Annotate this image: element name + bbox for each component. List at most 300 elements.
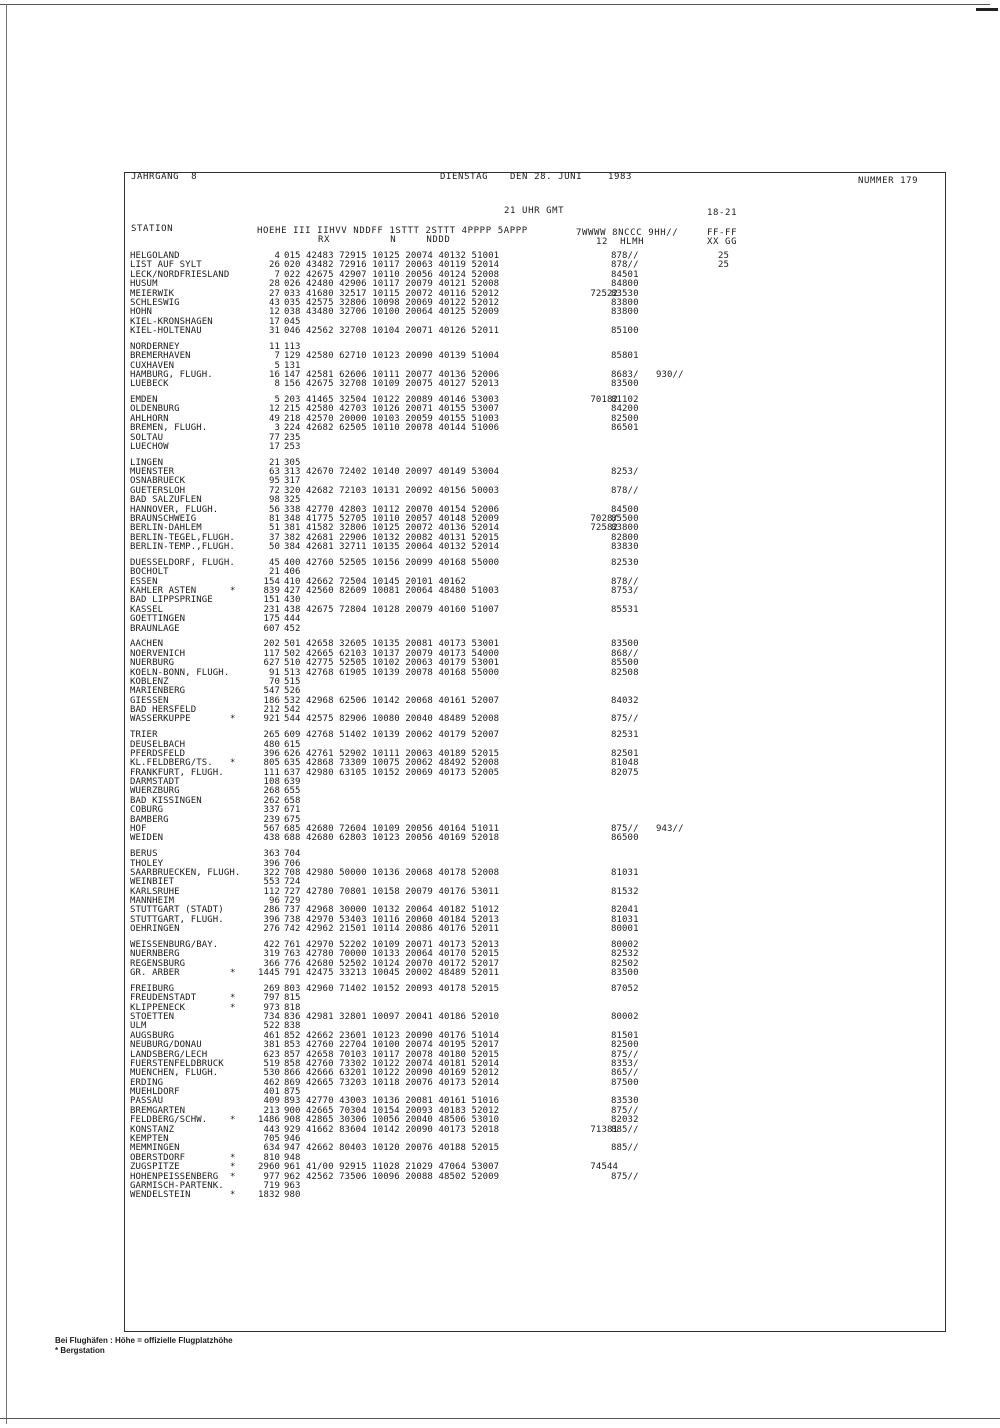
synop-groups: 42675 32708 10109 20075 40127 52013 bbox=[306, 379, 500, 390]
cloud-group: 85500 bbox=[611, 658, 639, 669]
station-name: REGENSBURG bbox=[130, 958, 186, 969]
mountain-station-mark: * bbox=[230, 993, 236, 1004]
station-id: 406 bbox=[284, 567, 301, 578]
cloud-group: 85500 bbox=[611, 514, 639, 525]
station-id: 803 bbox=[284, 983, 301, 994]
station-height: 112 bbox=[263, 886, 280, 897]
station-name: BOCHOLT bbox=[130, 567, 169, 578]
station-id: 045 bbox=[284, 316, 301, 327]
station-id: 452 bbox=[284, 623, 301, 634]
station-name: STUTTGART, FLUGH. bbox=[130, 914, 224, 925]
weather-group: 72582 bbox=[590, 523, 618, 534]
mountain-station-mark: * bbox=[230, 1002, 236, 1013]
station-height: 381 bbox=[263, 1040, 280, 1051]
station-height: 805 bbox=[263, 758, 280, 769]
station-name: BERUS bbox=[130, 849, 158, 860]
station-height: 719 bbox=[263, 1181, 280, 1191]
station-name: BAMBERG bbox=[130, 814, 169, 825]
weather-group: 74544 bbox=[590, 1162, 618, 1173]
station-id: 742 bbox=[284, 924, 301, 935]
cloud-group: 81501 bbox=[611, 1030, 639, 1041]
synop-groups: 42968 30000 10132 20064 40182 51012 bbox=[306, 905, 500, 916]
station-name: AUGSBURG bbox=[130, 1030, 175, 1041]
station-height: 98 bbox=[268, 495, 280, 506]
station-height: 11 bbox=[268, 341, 280, 352]
station-id: 738 bbox=[284, 914, 301, 925]
station-height: 547 bbox=[263, 686, 280, 697]
station-id: 737 bbox=[284, 905, 301, 916]
station-name: BRAUNLAGE bbox=[130, 623, 180, 634]
station-name: HUSUM bbox=[130, 279, 158, 290]
synop-groups: 42760 73302 10122 20074 40181 52014 bbox=[306, 1058, 500, 1069]
station-height: 286 bbox=[263, 905, 280, 916]
station-name: WUERZBURG bbox=[130, 786, 180, 797]
station-name: LECK/NORDFRIESLAND bbox=[130, 269, 230, 280]
synop-groups: 41662 83604 10142 20090 40173 52018 bbox=[306, 1124, 500, 1135]
synop-groups: 42761 52902 10111 20063 40189 52015 bbox=[306, 748, 500, 759]
station-name: HELGOLAND bbox=[130, 251, 180, 261]
station-name: GOETTINGEN bbox=[130, 614, 186, 625]
station-id: 635 bbox=[284, 758, 301, 769]
station-id: 729 bbox=[284, 896, 301, 907]
station-id: 818 bbox=[284, 1002, 301, 1013]
station-id: 706 bbox=[284, 858, 301, 869]
station-height: 239 bbox=[263, 814, 280, 825]
station-id: 875 bbox=[284, 1087, 301, 1098]
weekday-label: DIENSTAG bbox=[440, 172, 489, 182]
station-id: 858 bbox=[284, 1058, 301, 1069]
station-name: NUERBURG bbox=[130, 658, 175, 669]
synop-groups: 42581 62606 10111 20077 40136 52006 bbox=[306, 369, 500, 380]
station-height: 921 bbox=[263, 714, 280, 725]
station-name: ZUGSPITZE bbox=[130, 1162, 180, 1173]
station-height: 5 bbox=[274, 395, 280, 406]
synop-groups: 42665 62103 10137 20079 40173 54000 bbox=[306, 648, 500, 659]
station-name: SCHLESWIG bbox=[130, 297, 180, 308]
gust-value: 25 bbox=[718, 251, 730, 261]
station-id: 637 bbox=[284, 767, 301, 778]
station-id: 381 bbox=[284, 523, 301, 534]
mountain-station-mark: * bbox=[230, 968, 236, 979]
cloud-group: 85531 bbox=[611, 604, 639, 615]
station-name: DEUSELBACH bbox=[130, 739, 186, 750]
synop-groups: 43482 72916 10117 20063 40119 52014 bbox=[306, 260, 500, 271]
cloud-group: 80001 bbox=[611, 924, 639, 935]
station-name: FREIBURG bbox=[130, 983, 175, 994]
station-height: 363 bbox=[263, 849, 280, 860]
station-height: 839 bbox=[263, 586, 280, 597]
station-id: 853 bbox=[284, 1040, 301, 1051]
station-height: 401 bbox=[263, 1087, 280, 1098]
cloud-group: 82500 bbox=[611, 413, 639, 424]
cloud-group: 83500 bbox=[611, 968, 639, 979]
station-height: 366 bbox=[263, 958, 280, 969]
column-header-codes-sub: RX N NDDD bbox=[318, 235, 451, 245]
station-height: 21 bbox=[268, 567, 280, 578]
station-id: 444 bbox=[284, 614, 301, 625]
cloud-group: 83500 bbox=[611, 379, 639, 390]
station-height: 95 bbox=[268, 476, 280, 487]
synop-groups: 42662 23601 10123 20090 40176 51014 bbox=[306, 1030, 500, 1041]
synop-groups: 42665 70304 10154 20093 40183 52012 bbox=[306, 1105, 500, 1116]
station-height: 37 bbox=[268, 532, 280, 543]
station-name: KOBLENZ bbox=[130, 676, 169, 687]
station-id: 033 bbox=[284, 288, 301, 299]
issue-number: NUMMER 179 bbox=[858, 176, 919, 186]
station-id: 305 bbox=[284, 457, 301, 468]
column-header-ff-sub: XX GG bbox=[707, 237, 738, 247]
station-id: 026 bbox=[284, 279, 301, 290]
station-id: 761 bbox=[284, 939, 301, 950]
synop-groups: 42662 80403 10120 20076 40188 52015 bbox=[306, 1143, 500, 1154]
synop-groups: 42666 63201 10122 20090 40169 52012 bbox=[306, 1068, 500, 1079]
cloud-group: 82500 bbox=[611, 1040, 639, 1051]
station-height: 627 bbox=[263, 658, 280, 669]
station-name: NUERNBERG bbox=[130, 949, 180, 960]
station-id: 727 bbox=[284, 886, 301, 897]
station-name: NOERVENICH bbox=[130, 648, 186, 659]
station-height: 21 bbox=[268, 457, 280, 468]
station-height: 480 bbox=[263, 739, 280, 750]
station-name: GIESSEN bbox=[130, 695, 169, 706]
station-name: HAMBURG, FLUGH. bbox=[130, 369, 213, 380]
synop-groups: 42970 52202 10109 20071 40173 52013 bbox=[306, 939, 500, 950]
station-height: 45 bbox=[268, 557, 280, 568]
cloud-group: 81102 bbox=[611, 395, 639, 406]
station-id: 900 bbox=[284, 1105, 301, 1116]
station-height: 1445 bbox=[258, 968, 281, 979]
station-id: 131 bbox=[284, 360, 301, 371]
cloud-group: 878// bbox=[611, 260, 639, 271]
cloud-group: 86501 bbox=[611, 423, 639, 434]
station-height: 422 bbox=[263, 939, 280, 950]
station-name: BAD KISSINGEN bbox=[130, 795, 202, 806]
synop-groups: 41582 32806 10125 20072 40136 52014 bbox=[306, 523, 500, 534]
cloud-group: 83500 bbox=[611, 639, 639, 650]
station-height: 443 bbox=[263, 1124, 280, 1135]
cloud-group: 84501 bbox=[611, 269, 639, 280]
mountain-station-mark: * bbox=[230, 1152, 236, 1163]
cloud-group: 81048 bbox=[611, 758, 639, 769]
station-name: KL.FELDBERG/TS. bbox=[130, 758, 213, 769]
weather-group: 70182 bbox=[590, 395, 618, 406]
station-name: MUENSTER bbox=[130, 467, 175, 478]
synop-groups: 42560 82609 10081 20064 48480 51003 bbox=[306, 586, 500, 597]
scan-border-left bbox=[6, 4, 7, 1424]
station-name: GR. ARBER bbox=[130, 968, 180, 979]
cloud-group: 82532 bbox=[611, 949, 639, 960]
station-id: 224 bbox=[284, 423, 301, 434]
station-height: 269 bbox=[263, 983, 280, 994]
synop-groups: 42968 62506 10142 20068 40161 52007 bbox=[306, 695, 500, 706]
station-name: GUETERSLOH bbox=[130, 485, 186, 496]
cloud-group: 82501 bbox=[611, 748, 639, 759]
station-id: 147 bbox=[284, 369, 301, 380]
station-id: 129 bbox=[284, 351, 301, 362]
station-id: 815 bbox=[284, 993, 301, 1004]
cloud-group: 87052 bbox=[611, 983, 639, 994]
station-name: CUXHAVEN bbox=[130, 360, 175, 371]
station-height: 396 bbox=[263, 914, 280, 925]
cloud-group: 83530 bbox=[611, 288, 639, 299]
footnote-mountain-station: * Bergstation bbox=[55, 1346, 105, 1355]
synop-groups: 42675 42907 10110 20056 40124 52008 bbox=[306, 269, 500, 280]
station-id: 218 bbox=[284, 413, 301, 424]
cloud-group: 82041 bbox=[611, 905, 639, 916]
station-id: 510 bbox=[284, 658, 301, 669]
cloud-group: 8253/ bbox=[611, 467, 639, 478]
station-id: 724 bbox=[284, 877, 301, 888]
synop-groups: 42580 42703 10126 20071 40155 53007 bbox=[306, 404, 500, 415]
station-name: NORDERNEY bbox=[130, 341, 180, 352]
cloud-group: 865// bbox=[611, 1068, 639, 1079]
station-id: 866 bbox=[284, 1068, 301, 1079]
station-height: 623 bbox=[263, 1049, 280, 1060]
station-name: MEMMINGEN bbox=[130, 1143, 180, 1154]
station-name: HOHENPEISSENBERG bbox=[130, 1171, 219, 1182]
station-id: 400 bbox=[284, 557, 301, 568]
station-height: 3 bbox=[274, 423, 280, 434]
synop-groups: 42682 62505 10110 20078 40144 51006 bbox=[306, 423, 500, 434]
station-name: KONSTANZ bbox=[130, 1124, 175, 1135]
station-name: STOETTEN bbox=[130, 1011, 175, 1022]
station-height: 111 bbox=[263, 767, 280, 778]
station-height: 12 bbox=[268, 307, 280, 318]
station-name: GARMISCH-PARTENK. bbox=[130, 1181, 224, 1191]
station-height: 91 bbox=[268, 667, 280, 678]
station-name: FREUDENSTADT bbox=[130, 993, 197, 1004]
station-name: MEIERWIK bbox=[130, 288, 175, 299]
station-height: 8 bbox=[274, 379, 280, 390]
station-name: HOF bbox=[130, 824, 147, 835]
cloud-group: 87500 bbox=[611, 1077, 639, 1088]
station-height: 63 bbox=[268, 467, 280, 478]
station-name: KLIPPENECK bbox=[130, 1002, 186, 1013]
station-name: WEINBIET bbox=[130, 877, 175, 888]
station-height: 519 bbox=[263, 1058, 280, 1069]
synop-groups: 42760 52505 10156 20099 40168 55000 bbox=[306, 557, 500, 568]
mountain-station-mark: * bbox=[230, 1162, 236, 1173]
station-id: 929 bbox=[284, 1124, 301, 1135]
station-height: 17 bbox=[268, 316, 280, 327]
mountain-station-mark: * bbox=[230, 1115, 236, 1126]
gust-value: 25 bbox=[718, 260, 730, 271]
cloud-group: 878// bbox=[611, 251, 639, 261]
station-height: 522 bbox=[263, 1021, 280, 1032]
footnotes bbox=[55, 1336, 233, 1356]
station-name: WASSERKUPPE bbox=[130, 714, 191, 725]
station-name: MARIENBERG bbox=[130, 686, 186, 697]
mountain-station-mark: * bbox=[230, 586, 236, 597]
station-id: 015 bbox=[284, 251, 301, 261]
cloud-group: 82502 bbox=[611, 958, 639, 969]
synop-groups: 42780 70000 10133 20064 40170 52015 bbox=[306, 949, 500, 960]
station-name: OEHRINGEN bbox=[130, 924, 180, 935]
synop-groups: 42562 73506 10096 20088 48502 52009 bbox=[306, 1171, 500, 1182]
station-id: 515 bbox=[284, 676, 301, 687]
station-id: 410 bbox=[284, 576, 301, 587]
column-header-weather: 7WWWW 8NCCC 9HH// bbox=[576, 228, 679, 238]
cloud-group: 82508 bbox=[611, 667, 639, 678]
station-id: 838 bbox=[284, 1021, 301, 1032]
station-height: 16 bbox=[268, 369, 280, 380]
station-height: 49 bbox=[268, 413, 280, 424]
synop-groups: 42475 33213 10045 20002 48489 52011 bbox=[306, 968, 500, 979]
station-name: WEISSENBURG/BAY. bbox=[130, 939, 219, 950]
station-id: 502 bbox=[284, 648, 301, 659]
station-id: 235 bbox=[284, 432, 301, 443]
station-height: 438 bbox=[263, 833, 280, 844]
cloud-group: 83800 bbox=[611, 523, 639, 534]
station-name: EMDEN bbox=[130, 395, 158, 406]
station-height: 43 bbox=[268, 297, 280, 308]
synop-groups: 42962 21501 10114 20086 40176 52011 bbox=[306, 924, 500, 935]
station-name: MUENCHEN, FLUGH. bbox=[130, 1068, 219, 1079]
station-id: 947 bbox=[284, 1143, 301, 1154]
synop-groups: 42865 30306 10056 20040 48506 53010 bbox=[306, 1115, 500, 1126]
station-id: 946 bbox=[284, 1134, 301, 1145]
cloud-group: 8683/ bbox=[611, 369, 639, 380]
station-id: 035 bbox=[284, 297, 301, 308]
column-header-station: STATION bbox=[131, 224, 174, 234]
station-name: LANDSBERG/LECH bbox=[130, 1049, 208, 1060]
synop-groups: 42980 50000 10136 20068 40178 52008 bbox=[306, 867, 500, 878]
station-id: 948 bbox=[284, 1152, 301, 1163]
station-name: SOLTAU bbox=[130, 432, 164, 443]
scan-border-bottom bbox=[0, 1418, 1000, 1419]
cloud-group: 86500 bbox=[611, 833, 639, 844]
station-name: BERLIN-DAHLEM bbox=[130, 523, 202, 534]
year-label: 1983 bbox=[608, 172, 633, 182]
date-label: DEN 28. JUNI bbox=[510, 172, 583, 182]
station-name: PASSAU bbox=[130, 1096, 164, 1107]
station-name: BRAUNSCHWEIG bbox=[130, 514, 197, 525]
synop-groups: 42681 22906 10132 20082 40131 52015 bbox=[306, 532, 500, 543]
synop-groups: 41775 52705 10110 20057 40148 52009 bbox=[306, 514, 500, 525]
station-id: 215 bbox=[284, 404, 301, 415]
station-name: BREMGARTEN bbox=[130, 1105, 186, 1116]
corner-mark bbox=[976, 0, 998, 11]
station-name: WENDELSTEIN bbox=[130, 1190, 191, 1201]
station-name: TRIER bbox=[130, 730, 158, 741]
station-id: 253 bbox=[284, 442, 301, 453]
station-height: 202 bbox=[263, 639, 280, 650]
station-id: 430 bbox=[284, 595, 301, 606]
synop-groups: 42480 42906 10117 20079 40121 52008 bbox=[306, 279, 500, 290]
station-name: OLDENBURG bbox=[130, 404, 180, 415]
station-height: 50 bbox=[268, 542, 280, 553]
station-height: 530 bbox=[263, 1068, 280, 1079]
station-id: 544 bbox=[284, 714, 301, 725]
station-name: ERDING bbox=[130, 1077, 164, 1088]
station-name: ESSEN bbox=[130, 576, 158, 587]
station-height: 1832 bbox=[258, 1190, 281, 1201]
station-height: 396 bbox=[263, 748, 280, 759]
station-height: 734 bbox=[263, 1011, 280, 1022]
station-height: 337 bbox=[263, 805, 280, 816]
station-id: 626 bbox=[284, 748, 301, 759]
cloud-group: 82075 bbox=[611, 767, 639, 778]
station-height: 553 bbox=[263, 877, 280, 888]
station-name: LUECHOW bbox=[130, 442, 169, 453]
station-height: 5 bbox=[274, 360, 280, 371]
station-id: 685 bbox=[284, 824, 301, 835]
station-id: 869 bbox=[284, 1077, 301, 1088]
synop-groups: 42775 52505 10102 20063 40179 53001 bbox=[306, 658, 500, 669]
cloud-group: 885// bbox=[611, 1124, 639, 1135]
cloud-group: 84500 bbox=[611, 504, 639, 515]
station-name: KIEL-HOLTENAU bbox=[130, 326, 202, 337]
station-height: 797 bbox=[263, 993, 280, 1004]
cloud-group: 80002 bbox=[611, 1011, 639, 1022]
station-id: 532 bbox=[284, 695, 301, 706]
synop-groups: 41465 32504 10122 20089 40146 53003 bbox=[306, 395, 500, 406]
station-height: 96 bbox=[268, 896, 280, 907]
station-id: 791 bbox=[284, 968, 301, 979]
station-name: LUEBECK bbox=[130, 379, 169, 390]
station-name: KASSEL bbox=[130, 604, 164, 615]
station-height: 70 bbox=[268, 676, 280, 687]
station-id: 325 bbox=[284, 495, 301, 506]
station-name: THOLEY bbox=[130, 858, 164, 869]
station-height: 319 bbox=[263, 949, 280, 960]
station-name: OBERSTDORF bbox=[130, 1152, 186, 1163]
station-name: HANNOVER, FLUGH. bbox=[130, 504, 219, 515]
station-height: 634 bbox=[263, 1143, 280, 1154]
station-name: BERLIN-TEGEL,FLUGH. bbox=[130, 532, 235, 543]
station-height: 213 bbox=[263, 1105, 280, 1116]
station-height: 175 bbox=[263, 614, 280, 625]
synop-groups: 42662 72504 10145 20101 40162 bbox=[306, 576, 467, 587]
station-id: 427 bbox=[284, 586, 301, 597]
station-id: 513 bbox=[284, 667, 301, 678]
station-height: 108 bbox=[263, 777, 280, 788]
cloud-group: 84032 bbox=[611, 695, 639, 706]
station-id: 501 bbox=[284, 639, 301, 650]
station-name: SAARBRUECKEN, FLUGH. bbox=[130, 867, 241, 878]
cloud-group: 83830 bbox=[611, 542, 639, 553]
cloud-group: 878// bbox=[611, 576, 639, 587]
station-id: 704 bbox=[284, 849, 301, 860]
station-height: 27 bbox=[268, 288, 280, 299]
extra-group: 930// bbox=[656, 369, 684, 380]
synop-groups: 42575 32806 10098 20069 40122 52012 bbox=[306, 297, 500, 308]
station-name: MANNHEIM bbox=[130, 896, 175, 907]
synop-groups: 42665 73203 10118 20076 40173 52014 bbox=[306, 1077, 500, 1088]
column-header-codes: HOEHE III IIHVV NDDFF 1STTT 2STTT 4PPPP 5APPP bbox=[257, 226, 528, 236]
station-height: 117 bbox=[263, 648, 280, 659]
station-name: COBURG bbox=[130, 805, 164, 816]
station-name: DUESSELDORF, FLUGH. bbox=[130, 557, 235, 568]
footnote-airports: Bei Flughäfen : Höhe = offizielle Flugplatzhöhe bbox=[55, 1336, 233, 1345]
cloud-group: 875// bbox=[611, 1049, 639, 1060]
cloud-group: 82800 bbox=[611, 532, 639, 543]
station-name: FUERSTENFELDBRUCK bbox=[130, 1058, 224, 1069]
synop-groups: 42658 70103 10117 20078 40180 52015 bbox=[306, 1049, 500, 1060]
station-height: 607 bbox=[263, 623, 280, 634]
column-header-ff: FF-FF bbox=[707, 228, 738, 238]
station-height: 77 bbox=[268, 432, 280, 443]
cloud-group: 82530 bbox=[611, 557, 639, 568]
cloud-group: 85100 bbox=[611, 326, 639, 337]
cloud-group: 83530 bbox=[611, 1096, 639, 1107]
synop-groups: 42970 53403 10116 20060 40184 52013 bbox=[306, 914, 500, 925]
station-name: AACHEN bbox=[130, 639, 164, 650]
station-name: KAHLER ASTEN bbox=[130, 586, 197, 597]
station-height: 265 bbox=[263, 730, 280, 741]
station-id: 526 bbox=[284, 686, 301, 697]
station-id: 908 bbox=[284, 1115, 301, 1126]
